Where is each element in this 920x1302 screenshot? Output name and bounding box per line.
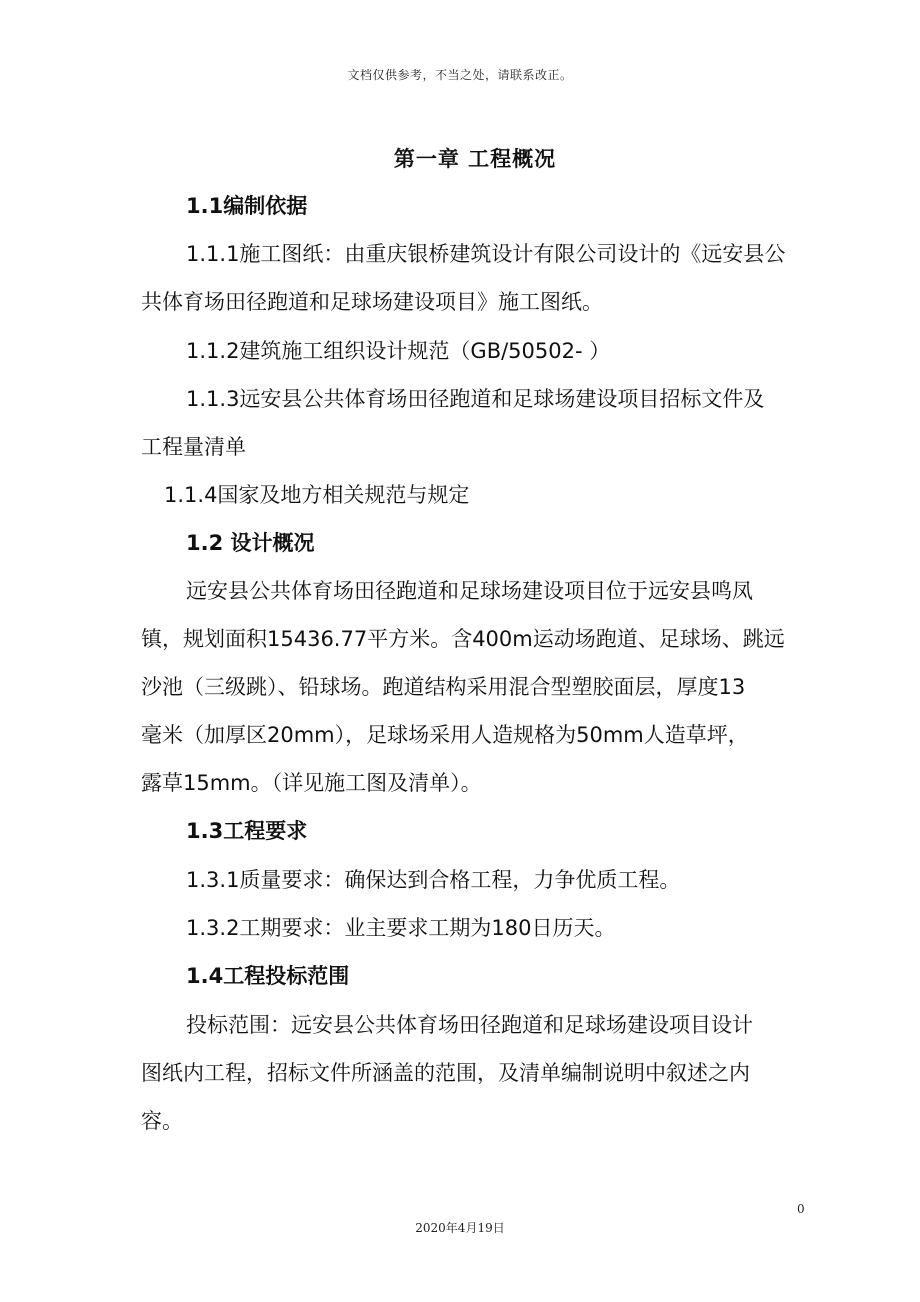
header-note: 文档仅供参考，不当之处，请联系改正。 xyxy=(347,68,573,82)
paragraph-1-1-3-line1: 1.1.3远安县公共体育场田径跑道和足球场建设项目招标文件及 xyxy=(186,387,765,411)
section-heading-1-3: 1.3工程要求 xyxy=(186,819,308,843)
paragraph-1-3-2: 1.3.2工期要求：业主要求工期为180日历天。 xyxy=(186,916,616,940)
paragraph-1-1-4: 1.1.4国家及地方相关规范与规定 xyxy=(164,483,470,507)
paragraph-1-4-line1: 投标范围：远安县公共体育场田径跑道和足球场建设项目设计 xyxy=(186,1013,753,1037)
paragraph-1-1-1-line2: 共体育场田径跑道和足球场建设项目》施工图纸。 xyxy=(141,290,603,314)
paragraph-1-4-line2: 图纸内工程，招标文件所涵盖的范围，及清单编制说明中叙述之内 xyxy=(141,1061,750,1085)
paragraph-1-2-line3: 沙池（三级跳）、铅球场。跑道结构采用混合型塑胶面层，厚度13 xyxy=(141,675,746,699)
paragraph-1-3-1: 1.3.1质量要求：确保达到合格工程，力争优质工程。 xyxy=(186,868,681,892)
paragraph-1-2-line4: 毫米（加厚区20mm），足球场采用人造规格为50mm人造草坪， xyxy=(141,723,749,747)
section-heading-1-4: 1.4工程投标范围 xyxy=(186,964,350,988)
section-heading-1-2: 1.2 设计概况 xyxy=(186,531,315,555)
paragraph-1-2-line1: 远安县公共体育场田径跑道和足球场建设项目位于远安县鸣凤 xyxy=(186,579,753,603)
paragraph-1-4-line3: 容。 xyxy=(141,1109,183,1133)
paragraph-1-2-line2: 镇，规划面积15436.77平方米。含400m运动场跑道、足球场、跳远 xyxy=(141,627,785,651)
page-number: 0 xyxy=(797,1202,805,1216)
chapter-title: 第一章 工程概况 xyxy=(393,147,557,171)
paragraph-1-1-2: 1.1.2建筑施工组织设计规范（GB/50502- ） xyxy=(186,339,611,363)
paragraph-1-1-1-line1: 1.1.1施工图纸：由重庆银桥建筑设计有限公司设计的《远安县公 xyxy=(186,242,786,266)
footer-date: 2020年4月19日 xyxy=(415,1221,505,1235)
paragraph-1-2-line5: 露草15mm。（详见施工图及清单）。 xyxy=(141,771,482,795)
section-heading-1-1: 1.1编制依据 xyxy=(186,194,308,218)
paragraph-1-1-3-line2: 工程量清单 xyxy=(141,435,246,459)
